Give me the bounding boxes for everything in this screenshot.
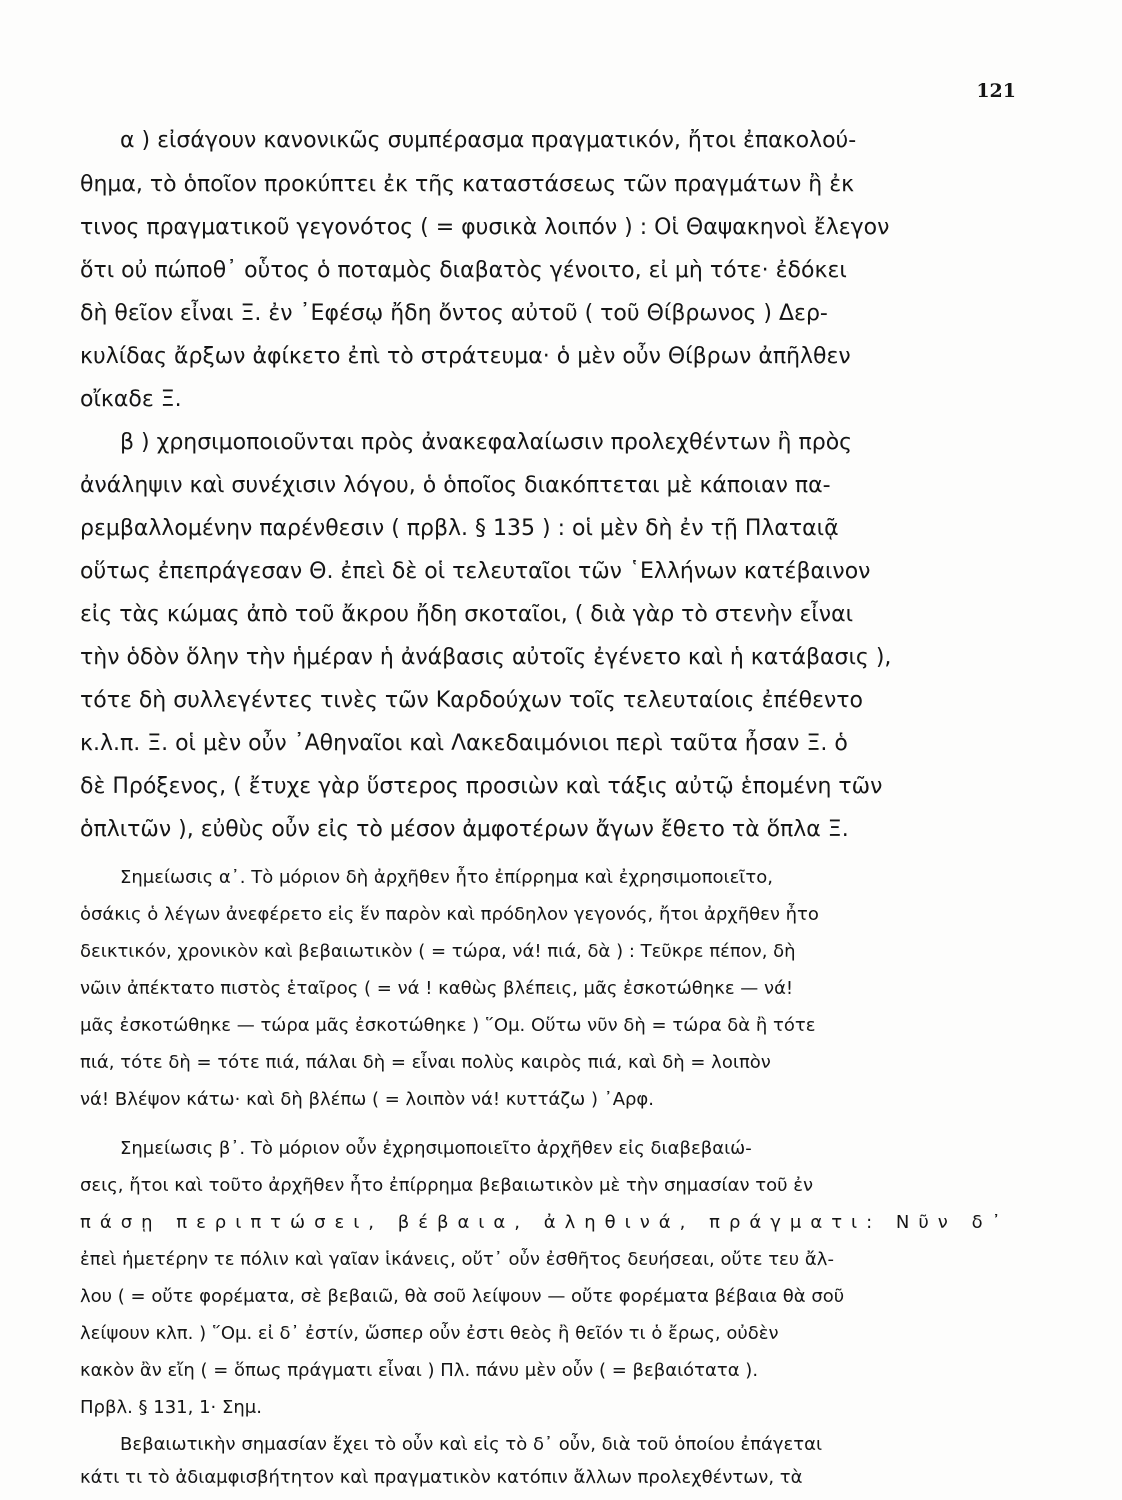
text-line: ὅτι οὐ πώποθ᾽ οὗτος ὁ ποταμὸς διαβατὸς γένοιτο, εἰ μὴ τότε· ἐδόκει	[80, 258, 847, 283]
note-line: Βεβαιωτικὴν σημασίαν ἔχει τὸ οὖν καὶ εἰς τὸ δ᾽ οὖν, διὰ τοῦ ὁποίου ἐπάγεται	[120, 1434, 823, 1455]
text-line: θημα, τὸ ὁποῖον προκύπτει ἐκ τῆς καταστάσεως τῶν πραγμάτων ἢ ἐκ	[80, 172, 855, 197]
note-line: δεικτικόν, χρονικὸν καὶ βεβαιωτικὸν ( = τώρα, νά! πιά, δὰ ) : Τεῦκρε πέπον, δὴ	[80, 941, 796, 962]
note-line: λείψουν κλπ. ) ῞Ομ. εἰ δ᾽ ἐστίν, ὥσπερ οὖν ἐστι θεὸς ἢ θεῖόν τι ὁ ἔρως, οὐδὲν	[80, 1323, 779, 1344]
note-line: ὁσάκις ὁ λέγων ἀνεφέρετο εἰς ἕν παρὸν καὶ πρόδηλον γεγονός, ἤτοι ἀρχῆθεν ἦτο	[80, 904, 819, 925]
text-line: τότε δὴ συλλεγέντες τινὲς τῶν Καρδούχων τοῖς τελευταίοις ἐπέθεντο	[80, 688, 863, 713]
note-line: κάτι τι τὸ ἀδιαμφισβήτητον καὶ πραγματικὸν κατόπιν ἄλλων προλεχθέντων, τὰ	[80, 1467, 803, 1488]
note-line: Πρβλ. § 131, 1· Σημ.	[80, 1397, 262, 1418]
text-line: εἰς τὰς κώμας ἀπὸ τοῦ ἄκρου ἤδη σκοταῖοι, ( διὰ γὰρ τὸ στενὴν εἶναι	[80, 602, 854, 627]
text-line: κυλίδας ἄρξων ἀφίκετο ἐπὶ τὸ στράτευμα· ὁ μὲν οὖν Θίβρων ἀπῆλθεν	[80, 344, 851, 369]
note-line: Σημείωσις α᾽. Τὸ μόριον δὴ ἀρχῆθεν ἦτο ἐπίρρημα καὶ ἐχρησιμοποιεῖτο,	[120, 867, 773, 888]
text-line: δὴ θεῖον εἶναι Ξ. ἐν ᾿Εφέσῳ ἤδη ὄντος αὐτοῦ ( τοῦ Θίβρωνος ) Δερ-	[80, 301, 828, 326]
text-line: ἀνάληψιν καὶ συνέχισιν λόγου, ὁ ὁποῖος διακόπτεται μὲ κάποιαν πα-	[80, 473, 831, 498]
text-line: ρεμβαλλομένην παρένθεσιν ( πρβλ. § 135 ) : οἱ μὲν δὴ ἐν τῇ Πλαταιᾷ	[80, 516, 839, 541]
note-line: πιά, τότε δὴ = τότε πιά, πάλαι δὴ = εἶναι πολὺς καιρὸς πιά, καὶ δὴ = λοιπὸν	[80, 1052, 771, 1073]
note-line: σεις, ἤτοι καὶ τοῦτο ἀρχῆθεν ἦτο ἐπίρρημα βεβαιωτικὸν μὲ τὴν σημασίαν τοῦ ἐν	[80, 1175, 814, 1196]
note-line: νῶιν ἀπέκτατο πιστὸς ἑταῖρος ( = νά ! καθὼς βλέπεις, μᾶς ἐσκοτώθηκε — νά!	[80, 978, 794, 999]
text-line: οὕτως ἐπεπράγεσαν Θ. ἐπεὶ δὲ οἱ τελευταῖοι τῶν ῾Ελλήνων κατέβαινον	[80, 559, 871, 584]
text-line: β ) χρησιμοποιοῦνται πρὸς ἀνακεφαλαίωσιν προλεχθέντων ἢ πρὸς	[120, 430, 853, 455]
text-line: οἴκαδε Ξ.	[80, 387, 182, 412]
note-line: Σημείωσις β᾽. Τὸ μόριον οὖν ἐχρησιμοποιεῖτο ἀρχῆθεν εἰς διαβεβαιώ-	[120, 1138, 752, 1159]
text-line: α ) εἰσάγουν κανονικῶς συμπέρασμα πραγματικόν, ἤτοι ἐπακολού-	[120, 128, 857, 153]
text-line: ὁπλιτῶν ), εὐθὺς οὖν εἰς τὸ μέσον ἀμφοτέρων ἄγων ἔθετο τὰ ὅπλα Ξ.	[80, 817, 849, 842]
text-line: τινος πραγματικοῦ γεγονότος ( = φυσικὰ λοιπόν ) : Οἱ Θαψακηνοὶ ἔλεγον	[80, 215, 890, 240]
note-line: μᾶς ἐσκοτώθηκε — τώρα μᾶς ἐσκοτώθηκε ) ῞Ομ. Οὕτω νῦν δὴ = τώρα δὰ ἢ τότε	[80, 1015, 816, 1036]
page-number: 121	[976, 80, 1016, 102]
note-line: πάσῃ περιπτώσει, βέβαια, ἀληθινά, πράγματι: Νῦν δ᾽	[80, 1212, 1010, 1233]
note-line: κακὸν ἂν εἴη ( = ὅπως πράγματι εἶναι ) Πλ. πάνυ μὲν οὖν ( = βεβαιότατα ).	[80, 1360, 759, 1381]
text-line: δὲ Πρόξενος, ( ἔτυχε γὰρ ὕστερος προσιὼν καὶ τάξις αὐτῷ ἑπομένη τῶν	[80, 774, 883, 799]
text-line: κ.λ.π. Ξ. οἱ μὲν οὖν ᾿Αθηναῖοι καὶ Λακεδαιμόνιοι περὶ ταῦτα ἦσαν Ξ. ὁ	[80, 731, 848, 756]
note-line: λου ( = οὔτε φορέματα, σὲ βεβαιῶ, θὰ σοῦ λείψουν — οὔτε φορέματα βέβαια θὰ σοῦ	[80, 1286, 845, 1307]
note-line: ἐπεὶ ἡμετέρην τε πόλιν καὶ γαῖαν ἱκάνεις, οὔτ᾽ οὖν ἐσθῆτος δευήσεαι, οὔτε τευ ἄλ-	[80, 1249, 834, 1270]
text-line: τὴν ὁδὸν ὅλην τὴν ἡμέραν ἡ ἀνάβασις αὐτοῖς ἐγένετο καὶ ἡ κατάβασις ),	[80, 645, 892, 670]
note-line: νά! Βλέψον κάτω· καὶ δὴ βλέπω ( = λοιπὸν νά! κυττάζω ) ᾿Αρφ.	[80, 1089, 655, 1110]
